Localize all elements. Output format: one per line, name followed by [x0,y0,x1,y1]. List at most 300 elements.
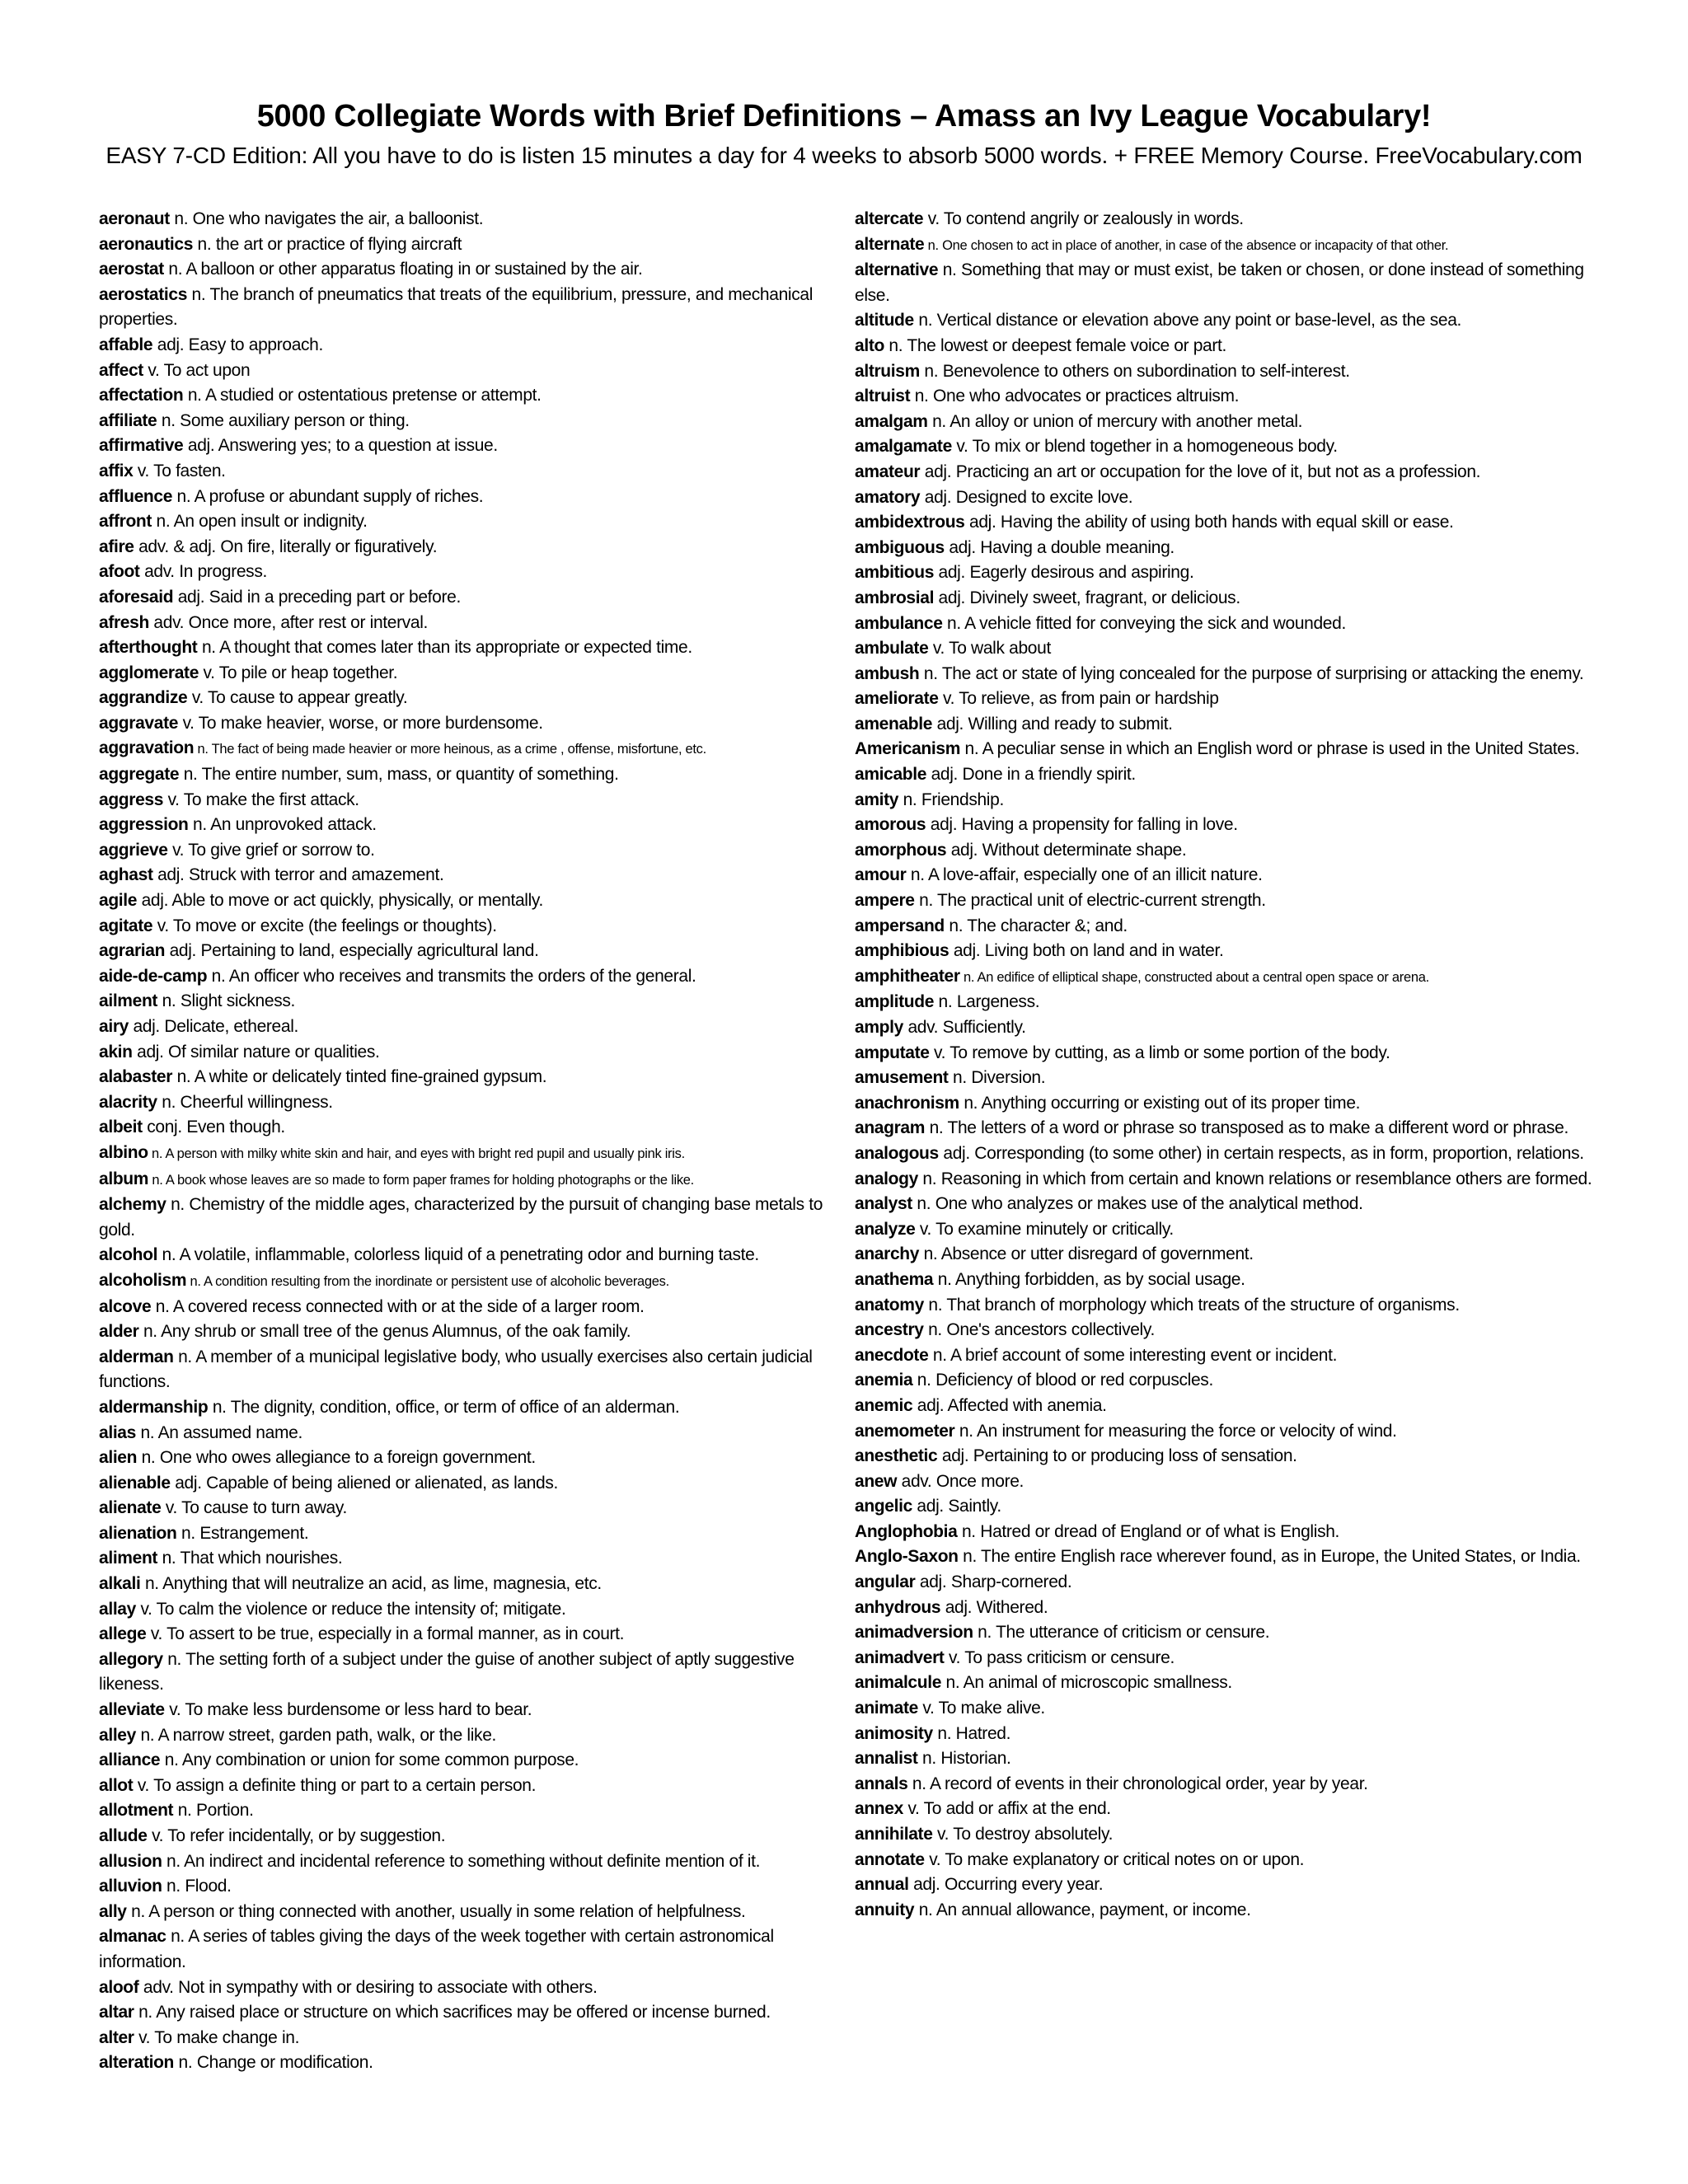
entry-word: allotment [99,1801,174,1821]
entry-word: annihilate [855,1825,933,1844]
entry-definition: adj. Pertaining to land, especially agricultural land. [165,941,539,961]
entry-word: allude [99,1826,148,1845]
entry-word: ameliorate [855,689,939,709]
entry-definition: n. An indirect and incidental reference to something without definite mention of it. [162,1851,761,1871]
dictionary-entry [99,1546,857,1572]
entry-word: altruist [855,387,911,406]
dictionary-entry [855,1394,1597,1419]
entry-definition: n. One who analyzes or makes use of the analytical method. [912,1194,1363,1214]
page-subtitle: EASY 7-CD Edition: All you have to do is listen 15 minutes a day for 4 weeks to absorb 5000 words. + FREE Memory Course. FreeVocabulary.com [106,143,1582,168]
entry-word: affix [99,461,134,480]
dictionary-entry [855,1217,1597,1243]
entry-definition: n. A narrow street, garden path, walk, or the like. [135,1725,497,1745]
dictionary-entry [99,838,857,864]
right-column [855,207,1597,1923]
entry-word: agglomerate [99,663,199,682]
entry-definition: adj. Having the ability of using both hands with equal skill or ease. [964,513,1454,532]
dictionary-entry [99,611,857,636]
dictionary-entry [99,1115,857,1141]
entry-word: Anglo-Saxon [855,1547,959,1567]
dictionary-entry [855,536,1597,561]
entry-definition: n. Any raised place or structure on which sacrifices may be offered or incense burned. [134,2003,771,2022]
entry-definition: n. Historian. [917,1749,1011,1769]
entry-word: aghast [99,865,153,885]
entry-word: ambidextrous [855,513,965,532]
entry-definition: n. The branch of pneumatics that treats of the equilibrium, pressure, and mechanical properties. [99,284,814,330]
dictionary-entry [855,1646,1597,1671]
entry-definition: v. To give grief or sorrow to. [167,840,375,860]
entry-word: aforesaid [99,587,174,607]
entry-definition: v. To relieve, as from pain or hardship [938,689,1219,709]
entry-definition: n. A member of a municipal legislative body, who usually exercises also certain judicial functions. [99,1347,813,1392]
entry-word: amalgamate [855,437,952,457]
dictionary-entry [99,989,857,1015]
dictionary-entry [99,207,857,232]
dictionary-entry [855,1722,1597,1747]
entry-definition: adj. Easy to approach. [152,335,323,354]
entry-word: aggrandize [99,688,188,708]
dictionary-entry [855,1772,1597,1797]
entry-word: allay [99,1599,136,1619]
entry-definition: n. A condition resulting from the inordinate or persistent use of alcoholic beverages. [186,1273,669,1289]
entry-definition: n. the art or practice of flying aircraft [193,234,462,254]
dictionary-entry [855,510,1597,536]
entry-word: agile [99,891,138,911]
entry-word: alchemy [99,1195,166,1215]
entry-word: aggregate [99,765,180,785]
dictionary-entry [99,1647,857,1698]
entry-definition: n. Chemistry of the middle ages, characterized by the pursuit of changing base metals to gold. [99,1195,823,1240]
entry-definition: n. A vehicle fitted for conveying the sick and wounded. [942,613,1346,633]
left-column [99,207,857,2076]
entry-word: alienate [99,1498,162,1518]
entry-definition: n. Benevolence to others on subordination to self-interest. [919,361,1350,381]
entry-word: allot [99,1775,134,1795]
entry-word: alcohol [99,1245,158,1265]
entry-word: angelic [855,1497,912,1516]
entry-definition: n. A record of events in their chronological order, year by year. [907,1774,1368,1793]
entry-word: analyst [855,1194,912,1214]
entry-definition: n. Change or modification. [174,2053,373,2073]
entry-definition: adj. Able to move or act quickly, physically, or mentally. [137,891,544,911]
entry-definition: n. A person with milky white skin and hair, and eyes with bright red pupil and usually pink iris. [148,1146,685,1161]
entry-definition: adj. Designed to excite love. [920,487,1133,507]
entry-word: animadversion [855,1623,973,1643]
entry-definition: n. Portion. [173,1801,254,1821]
dictionary-entry [99,383,857,409]
entry-word: Americanism [855,739,961,759]
entry-definition: n. A volatile, inflammable, colorless liquid of a penetrating odor and burning taste. [157,1245,759,1265]
entry-definition: adj. Pertaining to or producing loss of sensation. [937,1446,1297,1466]
entry-word: afterthought [99,638,198,658]
entry-definition: n. A brief account of some interesting event or incident. [928,1345,1338,1365]
entry-definition: adj. Practicing an art or occupation for the love of it, but not as a profession. [920,462,1481,481]
dictionary-entry [99,813,857,838]
entry-definition: v. To make alive. [917,1699,1045,1718]
entry-definition: n. Slight sickness. [157,991,295,1011]
dictionary-entry [99,711,857,737]
entry-definition: n. An annual allowance, payment, or income. [914,1900,1251,1919]
dictionary-entry [855,1797,1597,1822]
entry-word: akin [99,1042,133,1062]
dictionary-entry [99,1748,857,1774]
dictionary-entry [855,1167,1597,1193]
dictionary-entry [99,1015,857,1040]
entry-word: annalist [855,1749,918,1769]
dictionary-entry [99,1395,857,1421]
entry-definition: v. To calm the violence or reduce the intensity of; mitigate. [135,1599,566,1619]
entry-word: aggression [99,815,189,835]
entry-word: affirmative [99,436,184,456]
dictionary-entry [99,762,857,788]
dictionary-entry [99,283,857,333]
dictionary-entry [99,485,857,510]
dictionary-entry [99,914,857,940]
entry-definition: n. Vertical distance or elevation above any point or base-level, as the sea. [913,311,1462,330]
dictionary-entry [99,1345,857,1395]
dictionary-entry [855,687,1597,712]
entry-definition: n. A white or delicately tinted fine-grained gypsum. [172,1067,547,1087]
dictionary-entry [855,232,1597,259]
entry-definition: v. To refer incidentally, or by suggestion. [147,1826,446,1845]
entry-word: annotate [855,1849,925,1869]
dictionary-entry [99,1193,857,1243]
entry-word: ambush [855,663,920,683]
entry-word: alcoholism [99,1270,187,1290]
entry-word: alternate [855,234,925,254]
entry-word: altar [99,2003,134,2022]
dictionary-entry [99,509,857,535]
dictionary-entry [99,1874,857,1900]
entry-definition: n. The lowest or deepest female voice or part. [884,335,1226,355]
entry-word: amusement [855,1068,949,1088]
entry-definition: adv. Sufficiently. [903,1018,1026,1037]
entry-word: anecdote [855,1345,929,1365]
entry-definition: v. To make the first attack. [163,790,359,809]
dictionary-entry [99,1040,857,1066]
dictionary-entry [855,939,1597,964]
entry-definition: n. Anything that will neutralize an acid, as lime, magnesia, etc. [140,1574,602,1594]
dictionary-entry [99,1774,857,1799]
entry-definition: adj. Willing and ready to submit. [932,714,1173,733]
entry-definition: n. Hatred. [932,1723,1011,1743]
entry-word: anemic [855,1395,913,1415]
dictionary-entry [99,560,857,585]
dictionary-entry [855,384,1597,410]
entry-definition: n. Cheerful willingness. [157,1092,333,1112]
entry-word: alacrity [99,1092,157,1112]
dictionary-entry [855,1015,1597,1041]
entry-word: albino [99,1142,148,1162]
entry-definition: n. A profuse or abundant supply of riches. [172,486,484,506]
entry-word: aloof [99,1977,139,1997]
dictionary-entry [99,1295,857,1320]
dictionary-entry [99,964,857,990]
entry-word: agitate [99,916,153,935]
dictionary-entry [99,1924,857,1975]
entry-definition: v. To mix or blend together in a homogeneous body. [951,437,1338,457]
entry-word: analyze [855,1219,916,1239]
entry-definition: n. An officer who receives and transmits the orders of the general. [207,966,696,986]
entry-word: agrarian [99,941,166,961]
entry-word: aggress [99,790,164,809]
entry-definition: v. To assert to be true, especially in a formal manner, as in court. [146,1624,625,1644]
entry-definition: v. To cause to turn away. [161,1498,347,1518]
dictionary-entry [855,586,1597,612]
entry-definition: v. To examine minutely or critically. [915,1219,1174,1239]
entry-word: animadvert [855,1647,945,1667]
entry-word: angular [855,1572,916,1592]
entry-definition: adj. Done in a friendly spirit. [926,765,1136,785]
entry-word: afresh [99,612,149,632]
entry-definition: n. Diversion. [948,1068,1046,1088]
entry-definition: n. Reasoning in which from certain and known relations or resemblance others are formed. [917,1169,1592,1188]
entry-word: annual [855,1875,909,1895]
dictionary-entry [99,1319,857,1345]
entry-definition: n. The setting forth of a subject under the guise of another subject of aptly suggestive likeness. [99,1649,795,1694]
dictionary-entry [855,636,1597,662]
entry-word: alkali [99,1574,141,1594]
dictionary-entry [99,2050,857,2076]
entry-definition: v. To destroy absolutely. [932,1825,1114,1844]
entry-word: Anglophobia [855,1521,958,1541]
dictionary-entry [99,635,857,661]
dictionary-entry [855,712,1597,738]
dictionary-entry [855,258,1597,308]
entry-word: animate [855,1699,918,1718]
entry-definition: adv. In progress. [139,562,267,582]
entry-word: afoot [99,562,140,582]
entry-word: amphitheater [855,966,960,986]
entry-word: affect [99,360,143,380]
entry-word: alter [99,2027,134,2047]
dictionary-entry [99,1446,857,1471]
dictionary-entry [99,1421,857,1446]
entry-definition: v. To pile or heap together. [199,663,398,682]
entry-definition: n. An unprovoked attack. [188,815,377,835]
entry-definition: n. A balloon or other apparatus floating in or sustained by the air. [163,260,643,279]
entry-word: affiliate [99,410,157,430]
dictionary-entry [99,1572,857,1597]
entry-word: aeronautics [99,234,194,254]
entry-word: amorphous [855,840,947,860]
dictionary-entry [855,990,1597,1015]
dictionary-entry [99,1798,857,1824]
entry-definition: v. To make less burdensome or less hard to bear. [164,1700,532,1720]
entry-word: ailment [99,991,158,1011]
entry-definition: n. The practical unit of electric-current strength. [914,891,1266,911]
dictionary-entry [99,2000,857,2026]
entry-word: animalcule [855,1673,942,1693]
entry-word: ambiguous [855,537,945,557]
entry-definition: n. One who owes allegiance to a foreign government. [137,1448,536,1468]
entry-word: allegory [99,1649,163,1669]
entry-word: aggravation [99,738,195,758]
entry-definition: n. A peculiar sense in which an English word or phrase is used in the United States. [960,739,1580,759]
dictionary-entry [855,762,1597,788]
dictionary-entry [99,1597,857,1623]
entry-definition: n. Any combination or union for some common purpose. [160,1750,579,1770]
dictionary-entry [855,1091,1597,1117]
dictionary-entry [855,1368,1597,1394]
entry-word: alder [99,1322,139,1342]
dictionary-entry [99,1698,857,1723]
dictionary-entry [99,686,857,711]
dictionary-entry [99,1849,857,1875]
dictionary-entry [99,2026,857,2051]
entry-definition: adj. Corresponding (to some other) in certain respects, as in form, proportion, relations. [938,1143,1584,1163]
entry-word: amatory [855,487,921,507]
dictionary-entry [99,788,857,813]
entry-word: annals [855,1774,908,1793]
entry-definition: n. Largeness. [934,992,1040,1012]
entry-word: anarchy [855,1244,920,1264]
dictionary-entry [855,1318,1597,1343]
dictionary-entry [855,1696,1597,1722]
entry-definition: n. One chosen to act in place of another, in case of the absence or incapacity of that other. [924,237,1449,253]
entry-definition: v. To make heavier, worse, or more burdensome. [178,713,543,733]
entry-word: amity [855,790,899,809]
entry-definition: adj. Withered. [940,1597,1048,1617]
entry-word: ambulate [855,639,929,658]
dictionary-entry [99,585,857,611]
dictionary-entry [855,410,1597,435]
dictionary-entry [855,1419,1597,1445]
dictionary-entry [99,333,857,359]
dictionary-entry [99,434,857,459]
dictionary-entry [855,964,1597,991]
entry-definition: n. A book whose leaves are so made to form paper frames for holding photographs or the like. [148,1172,694,1188]
entry-word: affluence [99,486,173,506]
entry-definition: n. A studied or ostentatious pretense or attempt. [183,386,542,405]
dictionary-entry [855,1620,1597,1646]
entry-word: afire [99,537,134,556]
entry-word: anachronism [855,1093,959,1113]
entry-definition: n. A thought that comes later than its appropriate or expected time. [197,638,692,658]
entry-definition: v. To assign a definite thing or part to a certain person. [133,1775,537,1795]
entry-definition: adj. Having a propensity for falling in love. [926,815,1238,835]
entry-word: anemia [855,1371,913,1390]
entry-word: altruism [855,361,920,381]
dictionary-entry [855,612,1597,637]
entry-definition: n. The fact of being made heavier or more heinous, as a crime , offense, misfortune, etc. [194,742,706,757]
entry-word: anathema [855,1269,934,1289]
entry-word: allege [99,1624,147,1644]
entry-word: altercate [855,209,924,228]
dictionary-entry [99,1141,857,1167]
dictionary-entry [855,560,1597,586]
dictionary-entry [99,359,857,384]
entry-word: ambulance [855,613,943,633]
dictionary-entry [855,1444,1597,1469]
dictionary-entry [855,1242,1597,1268]
entry-definition: v. To make change in. [134,2027,300,2047]
entry-word: amorous [855,815,926,835]
entry-word: ampersand [855,916,945,935]
entry-definition: n. The character &; and. [944,916,1128,935]
entry-definition: n. The act or state of lying concealed for the purpose of surprising or attacking the enemy. [919,663,1584,683]
entry-word: ampere [855,891,915,911]
dictionary-entry [855,813,1597,838]
entry-word: aeronaut [99,209,170,228]
dictionary-entry [99,1824,857,1849]
entry-word: analogy [855,1169,918,1188]
entry-word: ally [99,1901,127,1921]
entry-word: affable [99,335,153,354]
dictionary-entry [855,1066,1597,1091]
entry-definition: n. Anything occurring or existing out of its proper time. [959,1093,1361,1113]
entry-definition: adj. Saintly. [912,1497,1001,1516]
entry-word: alderman [99,1347,174,1366]
entry-definition: n. One who navigates the air, a balloonist. [169,209,484,228]
dictionary-entry [855,1469,1597,1495]
dictionary-entry [99,736,857,762]
entry-word: alabaster [99,1067,173,1087]
dictionary-entry [855,1822,1597,1848]
entry-word: altitude [855,311,914,330]
entry-word: amour [855,865,907,885]
entry-definition: conj. Even though. [142,1118,285,1137]
entry-definition: n. Absence or utter disregard of government. [919,1244,1254,1264]
entry-definition: n. That which nourishes. [157,1549,343,1568]
entry-word: animosity [855,1723,933,1743]
entry-definition: adj. Delicate, ethereal. [128,1017,299,1036]
entry-definition: n. Deficiency of blood or red corpuscles. [912,1371,1213,1390]
dictionary-entry [99,535,857,560]
entry-definition: adj. Capable of being aliened or alienated, as lands. [170,1473,559,1493]
dictionary-entry [99,939,857,964]
entry-word: aerostatics [99,284,188,304]
dictionary-entry [99,888,857,914]
entry-word: alternative [855,260,939,280]
dictionary-entry [99,409,857,434]
dictionary-entry [855,1041,1597,1066]
entry-word: amicable [855,765,927,785]
entry-definition: n. A love-affair, especially one of an illicit nature. [906,865,1263,885]
dictionary-entry [855,1494,1597,1520]
entry-word: alto [855,335,884,355]
entry-word: alleviate [99,1700,165,1720]
entry-definition: adj. Having a double meaning. [944,537,1175,557]
entry-definition: adj. Occurring every year. [908,1875,1104,1895]
entry-word: ambrosial [855,588,935,607]
entry-word: annex [855,1799,903,1819]
entry-word: airy [99,1017,129,1036]
dictionary-entry [855,662,1597,687]
entry-definition: n. An assumed name. [135,1422,302,1442]
dictionary-entry [99,232,857,258]
entry-word: aggravate [99,713,179,733]
dictionary-entry [855,788,1597,813]
entry-definition: adv. Once more. [897,1471,1025,1491]
entry-definition: n. A person or thing connected with another, usually in some relation of helpfulness. [126,1901,746,1921]
entry-word: anew [855,1471,898,1491]
dictionary-entry [99,1723,857,1749]
entry-word: alienation [99,1523,177,1543]
dictionary-entry [99,1521,857,1547]
dictionary-entry [99,661,857,687]
entry-word: alienable [99,1473,171,1493]
entry-word: aide-de-camp [99,966,208,986]
dictionary-entry [855,1192,1597,1217]
entry-definition: v. To move or excite (the feelings or thoughts). [152,916,497,935]
dictionary-entry [855,359,1597,385]
entry-definition: v. To add or affix at the end. [903,1799,1111,1819]
entry-definition: v. To walk about [928,639,1051,658]
dictionary-entry [855,888,1597,914]
dictionary-entry [855,1671,1597,1696]
dictionary-entry [855,1293,1597,1319]
